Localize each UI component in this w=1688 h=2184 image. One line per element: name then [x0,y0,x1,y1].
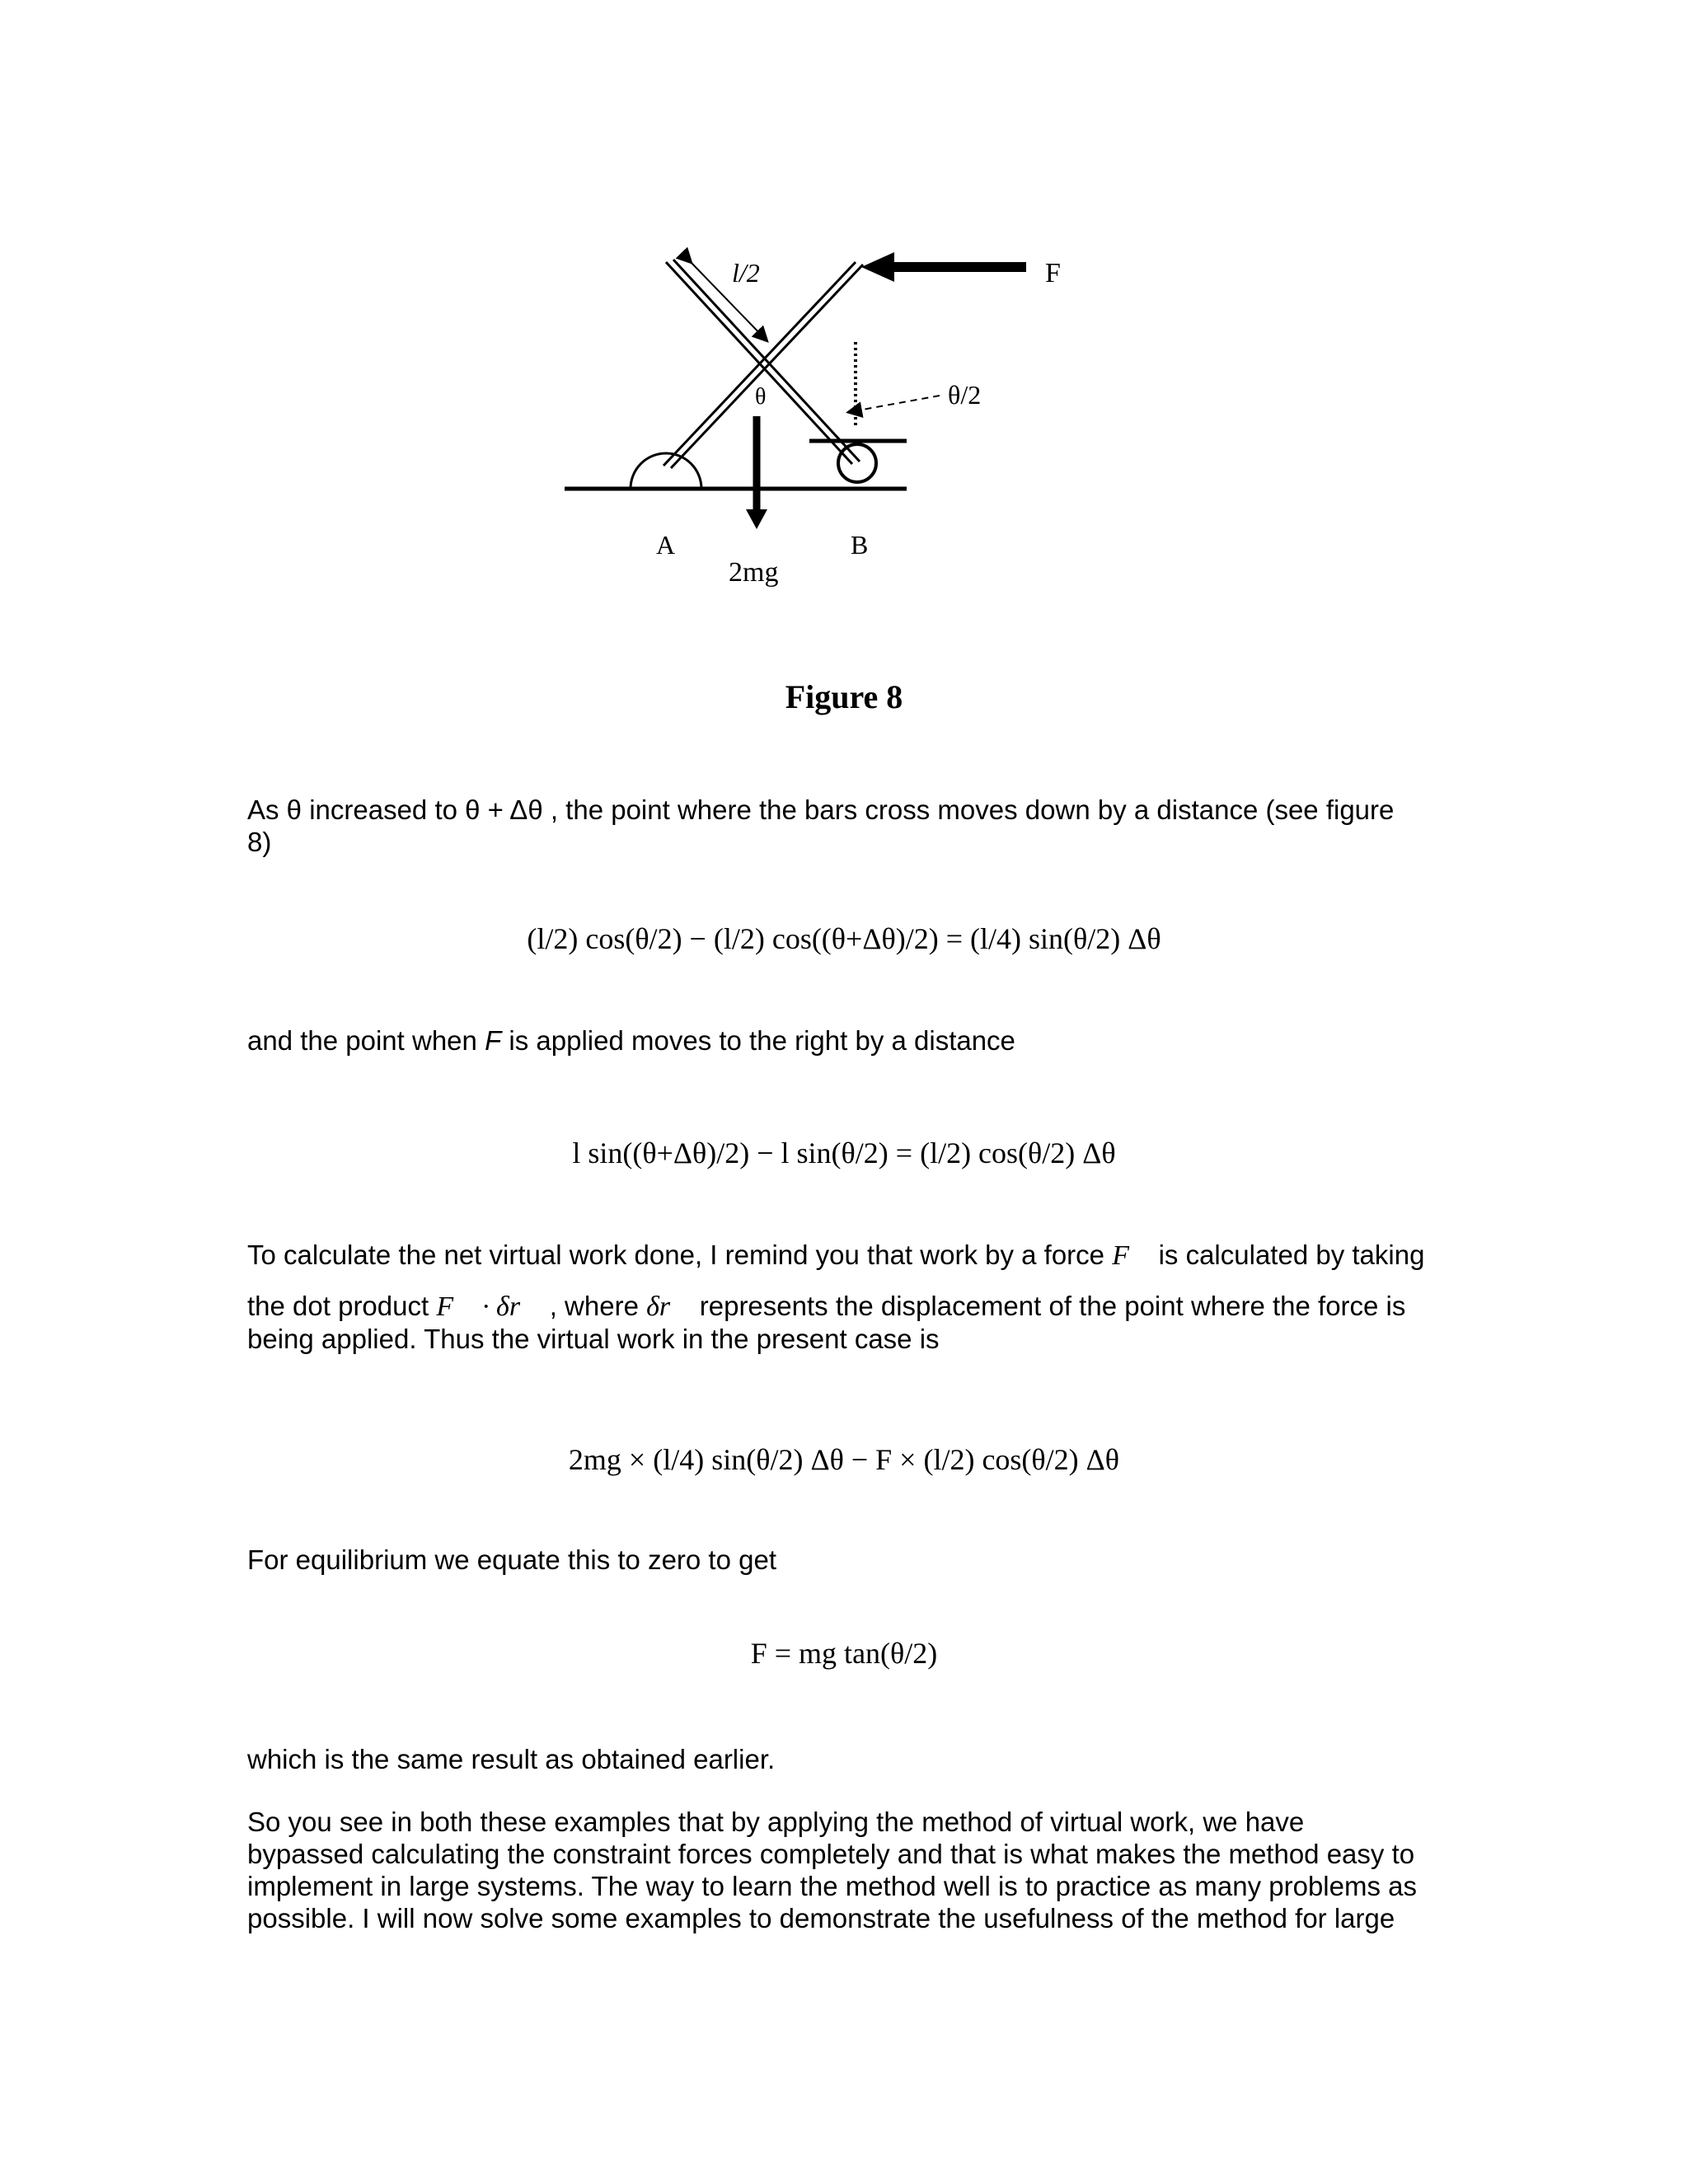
point-b-label: B [851,530,869,560]
half-angle-leader [849,396,940,412]
roller-b [838,444,876,482]
paragraph-1: As θ increased to θ + Δθ , the point where the bars cross moves down by a distance (see figure 8) [247,794,1395,857]
paragraph-3: To calculate the net virtual work done, I remind you that work by a force F⃗ is calculated by taking the dot product F⃗ · δr⃗ , where δr⃗ represents the displacement of the point where the force is being applied. Thus the virtual work in the present case is [247,1240,1425,1354]
force-f-label: F [1045,258,1061,288]
pin-support-a [631,453,701,489]
point-a-label: A [656,530,676,560]
weight-label: 2mg [729,557,779,588]
paragraph-4: For equilibrium we equate this to zero to get [247,1544,777,1575]
equation-3: 2mg × (l/4) sin(θ/2) Δθ − F × (l/2) cos(θ/2) Δθ [568,1443,1120,1476]
figure-8-diagram [528,239,1121,618]
paragraph-2: and the point when F is applied moves to the right by a distance [247,1025,1015,1056]
half-length-label: l/2 [732,258,760,288]
equation-4: F = mg tan(θ/2) [750,1637,938,1670]
half-angle-label: θ/2 [948,380,982,410]
paragraph-6: So you see in both these examples that by applying the method of virtual work, we have bypassed calculating the constraint forces completely and that is what makes the method easy to implement in large systems. The way to learn the method well is to practice as many problems as possible. I will now solve some examples to demonstrate the usefulness of the method for large [247,1807,1417,1933]
paragraph-5: which is the same result as obtained earlier. [247,1744,776,1774]
figure-caption: Figure 8 [785,678,903,715]
equation-1: (l/2) cos(θ/2) − (l/2) cos((θ+Δθ)/2) = (l/4) sin(θ/2) Δθ [527,922,1161,955]
equation-2: l sin((θ+Δθ)/2) − l sin(θ/2) = (l/2) cos(θ/2) Δθ [572,1137,1116,1169]
angle-label: θ [755,384,767,410]
